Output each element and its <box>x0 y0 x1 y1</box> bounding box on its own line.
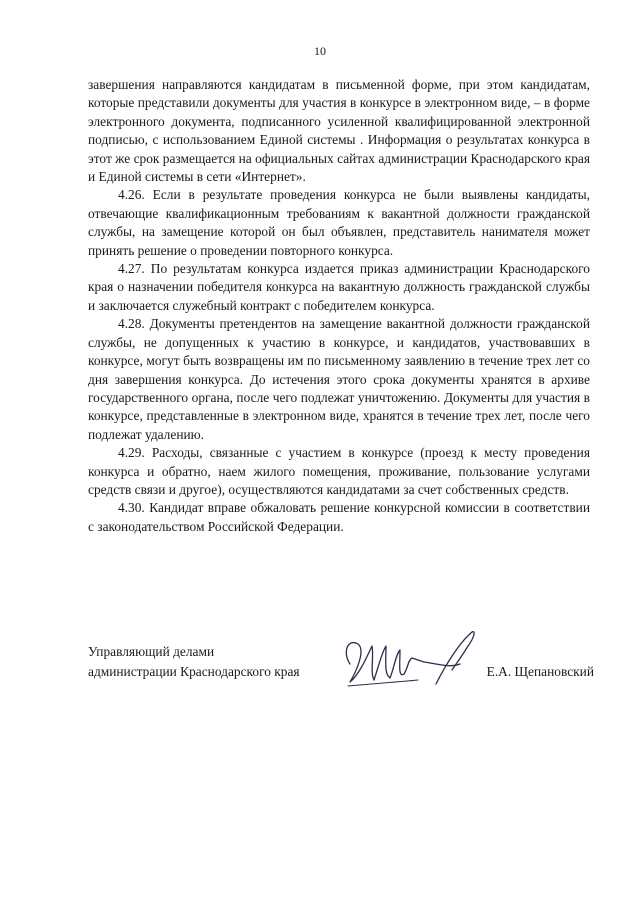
handwritten-signature <box>338 624 488 700</box>
document-body <box>88 76 590 536</box>
page-number: 10 <box>314 44 326 58</box>
paragraph-continuation: завершения направляются кандидатам в письменной форме, при этом кандидатам, которые представили документы для участия в конкурсе в электронном виде, – в форме электронного документа, подписанного усиленной квалифицированной электронной подписью, с использованием Единой системы . Информация о результатах конкурса в этот же срок размещается на официальных сайтах администрации Краснодарского края и Единой системы в сети «Интернет». <box>88 77 590 185</box>
position-line-1: Управляющий делами <box>88 644 215 659</box>
paragraph-4-29: 4.29. Расходы, связанные с участием в конкурсе (проезд к месту проведения конкурса и обратно, наем жилого помещения, проживание, пользование услугами средств связи и другое), осуществляются кандидатами за счет собственных средств. <box>88 445 590 497</box>
position-line-2: администрации Краснодарского края <box>88 664 300 679</box>
paragraph-4-27: 4.27. По результатам конкурса издается приказ администрации Краснодарского края о назначении победителя конкурса на вакантную должность гражданской службы и заключается служебный контракт с победителем конкурса. <box>88 261 590 313</box>
paragraph-4-26: 4.26. Если в результате проведения конкурса не были выявлены кандидаты, отвечающие квалификационным требованиям к вакантной должности гражданской службы, на замещение которой он был объявлен, представитель нанимателя может принять решение о проведении повторного конкурса. <box>88 187 590 258</box>
signatory-name: Е.А. Щепановский <box>486 664 594 679</box>
signature-block <box>88 642 594 702</box>
paragraph-4-30: 4.30. Кандидат вправе обжаловать решение конкурсной комиссии в соответствии с законодательством Российской Федерации. <box>88 500 590 534</box>
signatory-position <box>88 642 300 682</box>
paragraph-4-28: 4.28. Документы претендентов на замещение вакантной должности гражданской службы, не допущенных к участию в конкурсе, и кандидатов, участвовавших в конкурсе, могут быть возвращены им по письменному заявлению в течение трех лет со дня завершения конкурса. До истечения этого срока документы хранятся в архиве государственного органа, после чего подлежат уничтожению. Документы для участия в конкурсе, представленные в электронном виде, хранятся в течение трех лет, после чего подлежат удалению. <box>88 316 590 442</box>
